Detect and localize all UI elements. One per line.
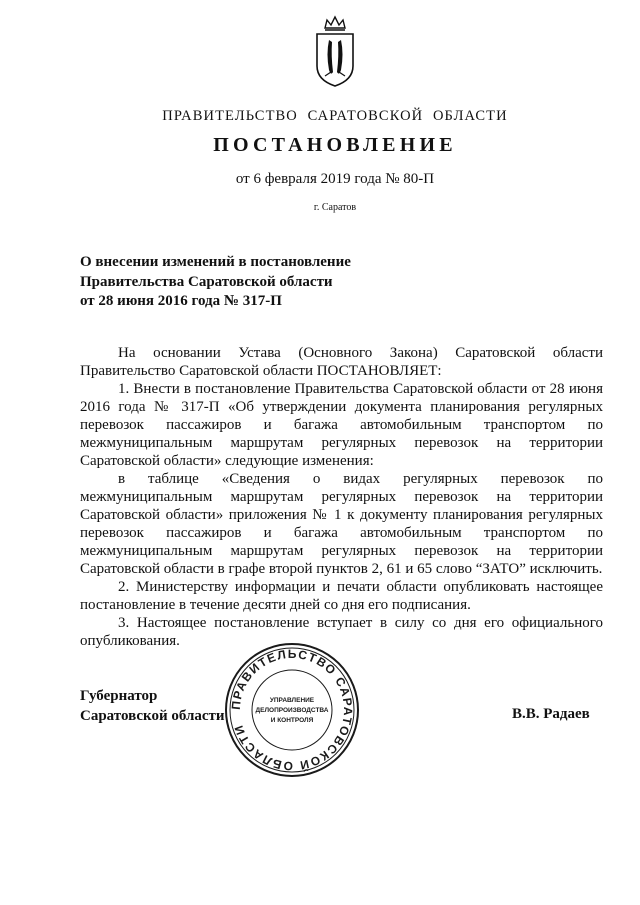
government-title: ПРАВИТЕЛЬСТВО САРАТОВСКОЙ ОБЛАСТИ <box>162 108 508 124</box>
document-date-number: от 6 февраля 2019 года № 80-П <box>235 171 435 187</box>
subject-line: Правительства Саратовской области <box>80 273 333 290</box>
stamp-center-line: УПРАВЛЕНИЕ <box>269 697 315 704</box>
clause-3-paragraph: 3. Настоящее постановление вступает в силу со дня его официального опубликования. <box>80 615 603 649</box>
signer-position-line: Губернатор <box>80 688 158 704</box>
signer-name: В.В. Радаев <box>512 706 590 722</box>
signer-position-line: Саратовской области <box>80 708 225 724</box>
stamp-ring-text: ПРАВИТЕЛЬСТВО САРАТОВСКОЙ ОБЛАСТИ <box>228 646 356 774</box>
clause-1-change-paragraph: в таблице «Сведения о видах регулярных перевозок по межмуниципальным маршрутам регулярных перевозок на территории Саратовской области» приложения № 1 к документу планирования регулярных перевозок пассажиров и багажа автомобильным транспортом по межмуниципальным маршрутам регулярных перевозок на территории Саратовской области в графе второй пунктов 2, 61 и 65 слово “ЗАТО” исключить. <box>80 471 603 577</box>
signer-position <box>80 686 225 726</box>
preamble-paragraph: На основании Устава (Основного Закона) Саратовской области Правительство Саратовской области ПОСТАНОВЛЯЕТ: <box>80 345 603 379</box>
official-stamp <box>222 640 362 780</box>
coat-of-arms-icon <box>311 14 359 88</box>
document-city: г. Саратов <box>313 202 357 213</box>
document-subject <box>80 253 400 312</box>
stamp-center-line: И КОНТРОЛЯ <box>270 717 314 724</box>
stamp-center-line: ДЕЛОПРОИЗВОДСТВА <box>255 707 329 714</box>
clause-1-paragraph: 1. Внести в постановление Правительства Саратовской области от 28 июня 2016 года № 317-П «Об утверждении документа планирования регулярных перевозок пассажиров и багажа автомобильным транспортом по межмуниципальным маршрутам регулярных перевозок на территории Саратовской области» следующие изменения: <box>80 381 603 469</box>
subject-line: О внесении изменений в постановление <box>80 254 351 270</box>
document-body <box>80 344 603 650</box>
subject-line: от 28 июня 2016 года № 317-П <box>80 293 282 309</box>
clause-2-paragraph: 2. Министерству информации и печати области опубликовать настоящее постановление в течение десяти дней со дня его подписания. <box>80 579 603 613</box>
document-type: ПОСТАНОВЛЕНИЕ <box>213 134 457 156</box>
